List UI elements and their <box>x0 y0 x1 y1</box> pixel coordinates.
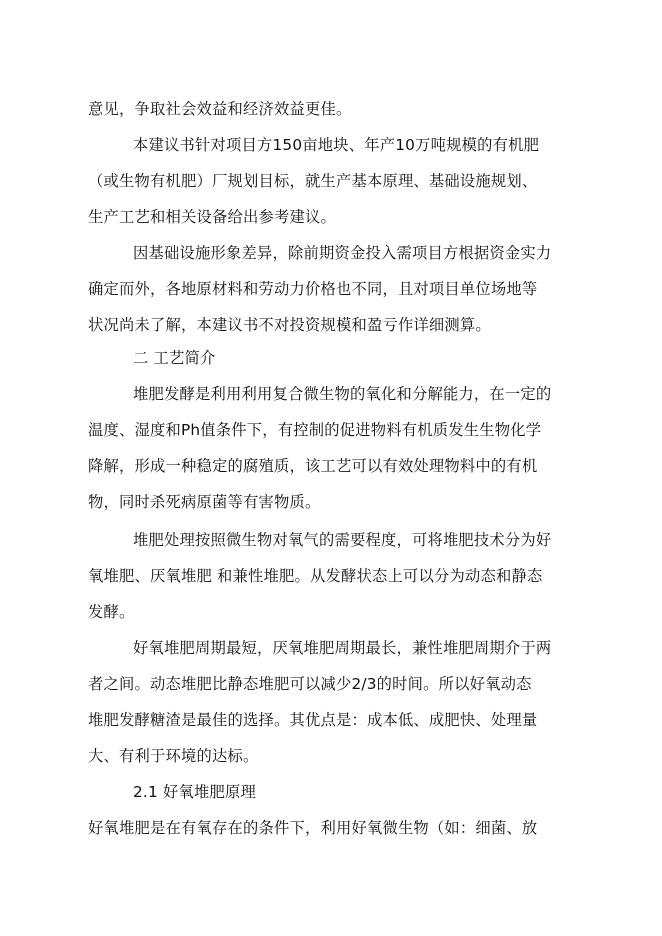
paragraph-4-line-4: 物，同时杀死病原菌等有害物质。 <box>88 493 321 511</box>
section-heading: 二 工艺简介 <box>133 349 216 367</box>
paragraph-5-line-2: 氧堆肥、厌氧堆肥 和兼性堆肥。从发酵状态上可以分为动态和静态 <box>88 567 543 585</box>
subsection-heading: 2.1 好氧堆肥原理 <box>133 783 256 801</box>
paragraph-4-line-3: 降解，形成一种稳定的腐殖质，该工艺可以有效处理物料中的有机 <box>88 457 538 475</box>
paragraph-6-line-3: 堆肥发酵糖渣是最佳的选择。其优点是：成本低、成肥快、处理量 <box>88 711 538 729</box>
paragraph-6-line-1: 好氧堆肥周期最短，厌氧堆肥周期最长，兼性堆肥周期介于两 <box>133 639 552 657</box>
paragraph-5-line-3: 发酵。 <box>88 603 135 621</box>
paragraph-3-line-3: 状况尚未了解，本建议书不对投资规模和盈亏作详细测算。 <box>88 316 491 334</box>
paragraph-3-line-1: 因基础设施形象差异，除前期资金投入需项目方根据资金实力 <box>133 244 552 262</box>
paragraph-5-line-1: 堆肥处理按照微生物对氧气的需要程度，可将堆肥技术分为好 <box>133 531 552 549</box>
paragraph-4-line-1: 堆肥发酵是利用利用复合微生物的氧化和分解能力，在一定的 <box>133 385 552 403</box>
paragraph-7-line-1: 好氧堆肥是在有氧存在的条件下，利用好氧微生物（如：细菌、放 <box>88 819 538 837</box>
paragraph-6-line-4: 大、有利于环境的达标。 <box>88 747 259 765</box>
paragraph-2-line-3: 生产工艺和相关设备给出参考建议。 <box>88 208 336 226</box>
paragraph-1-line-1: 意见，争取社会效益和经济效益更佳。 <box>88 100 352 118</box>
paragraph-3-line-2: 确定而外，各地原材料和劳动力价格也不同，且对项目单位场地等 <box>88 280 538 298</box>
paragraph-2-line-1: 本建议书针对项目方150亩地块、年产10万吨规模的有机肥 <box>133 136 540 154</box>
paragraph-2-line-2: （或生物有机肥）厂规划目标，就生产基本原理、基础设施规划、 <box>88 172 538 190</box>
paragraph-4-line-2: 温度、湿度和Ph值条件下，有控制的促进物料有机质发生生物化学 <box>88 421 542 439</box>
paragraph-6-line-2: 者之间。动态堆肥比静态堆肥可以减少2/3的时间。所以好氧动态 <box>88 675 532 693</box>
